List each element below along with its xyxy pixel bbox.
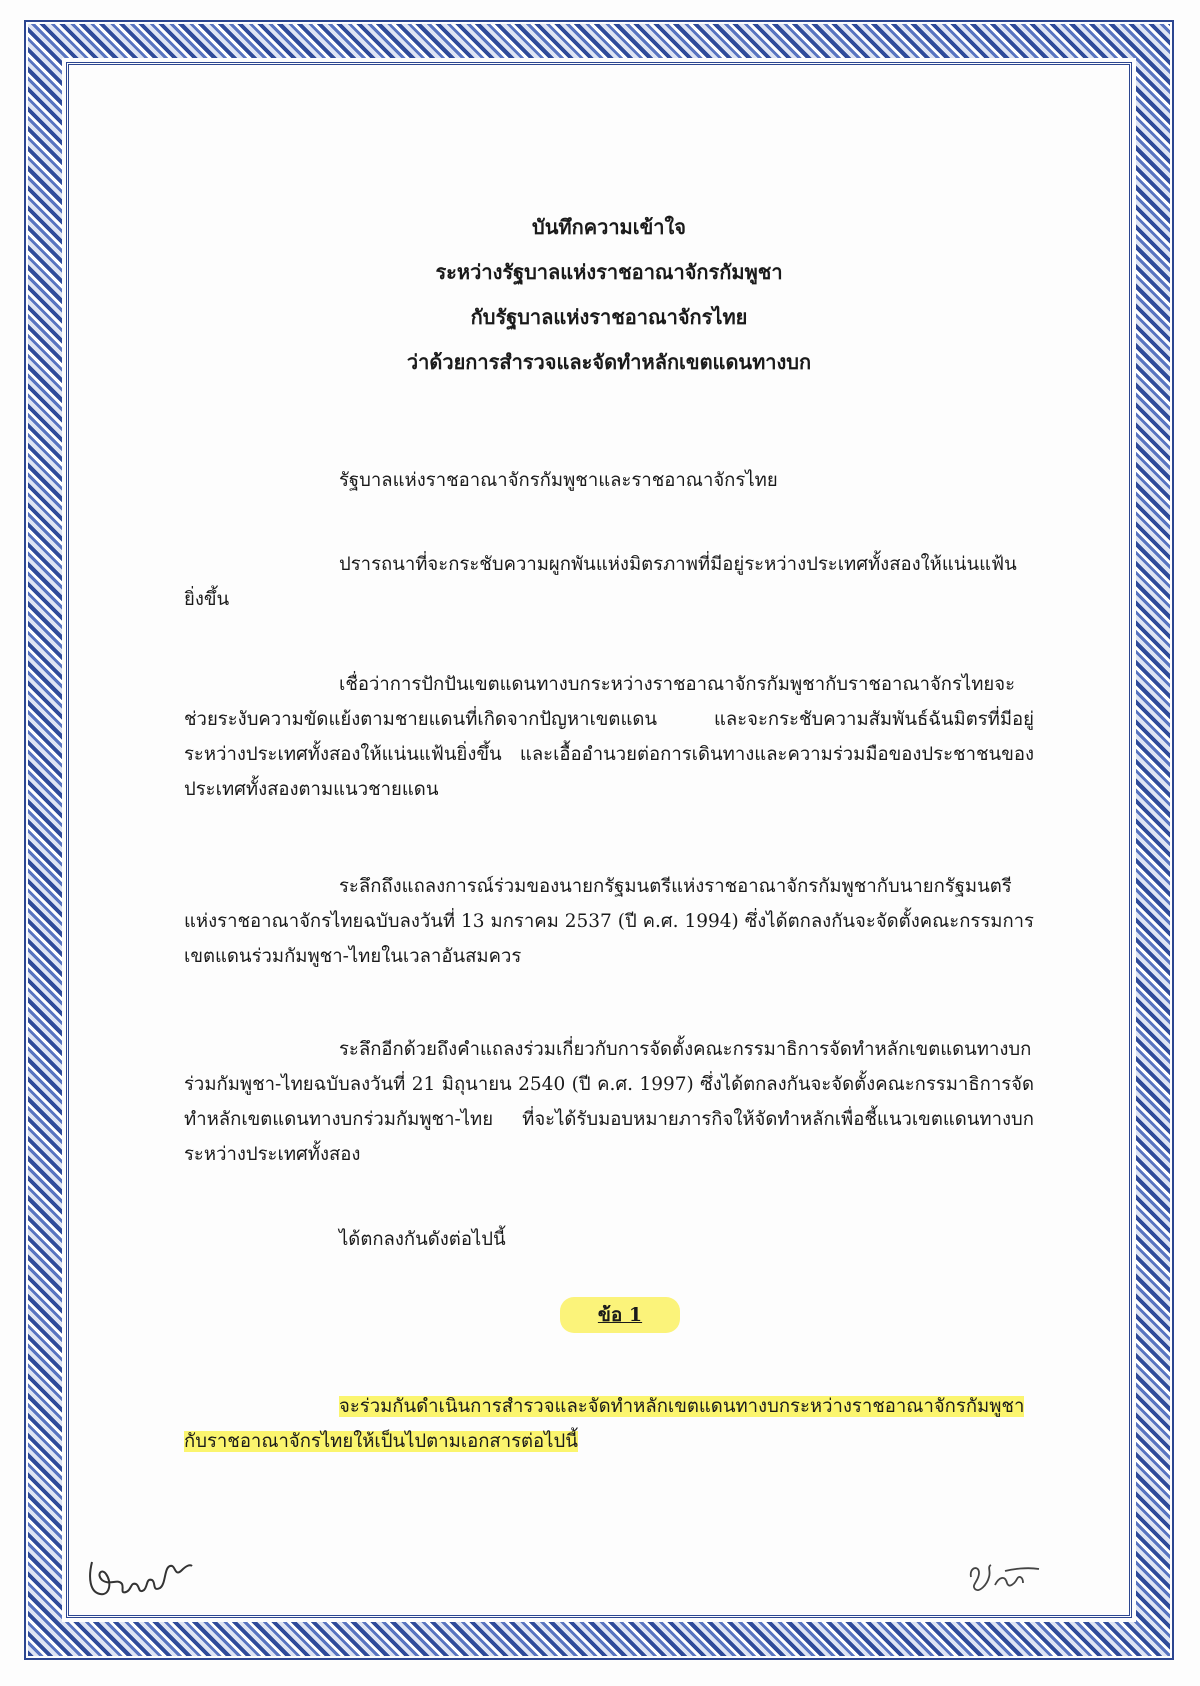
parties-paragraph: รัฐบาลแห่งราชอาณาจักรกัมพูชาและราชอาณาจักรไทย xyxy=(339,470,778,491)
agreed-statement: ได้ตกลงกันดังต่อไปนี้ xyxy=(339,1229,506,1250)
preamble-paragraph-4: ระลึกอีกด้วยถึงคำแถลงร่วมเกี่ยวกับการจัดตั้งคณะกรรมาธิการจัดทำหลักเขตแดนทางบกร่วมกัมพูชา-ไทยฉบับลงวันที่ 21 มิถุนายน 2540 (ปี ค.ศ. 1997) ซึ่งได้ตกลงกันจะจัดตั้งคณะกรรมาธิการจัดทำหลักเขตแดนทางบกร่วมกัมพูชา-ไทย ที่จะได้รับมอบหมายภารกิจให้จัดทำหลักเพื่อชี้แนวเขตแดนทางบกระหว่างประเทศทั้งสอง xyxy=(184,1039,1034,1165)
handwritten-signature-icon xyxy=(86,1548,196,1604)
clause-1-heading: ข้อ 1 xyxy=(560,1297,680,1333)
title-line-2: ระหว่างรัฐบาลแห่งราชอาณาจักรกัมพูชา xyxy=(435,260,783,284)
title-line-1: บันทึกความเข้าใจ xyxy=(532,215,686,239)
preamble-paragraph-3: ระลึกถึงแถลงการณ์ร่วมของนายกรัฐมนตรีแห่งราชอาณาจักรกัมพูชากับนายกรัฐมนตรีแห่งราชอาณาจักรไทยฉบับลงวันที่ 13 มกราคม 2537 (ปี ค.ศ. 1994) ซึ่งได้ตกลงกันจะจัดตั้งคณะกรรมการเขตแดนร่วมกัมพูชา-ไทยในเวลาอันสมควร xyxy=(184,876,1034,967)
preamble-paragraph-2: เชื่อว่าการปักปันเขตแดนทางบกระหว่างราชอาณาจักรกัมพูชากับราชอาณาจักรไทยจะช่วยระงับความขัดแย้งตามชายแดนที่เกิดจากปัญหาเขตแดน และจะกระชับความสัมพันธ์ฉันมิตรที่มีอยู่ระหว่างประเทศทั้งสองให้แน่นแฟ้นยิ่งขึ้น และเอื้ออำนวยต่อการเดินทางและความร่วมมือของประชาชนของประเทศทั้งสองตามแนวชายแดน xyxy=(184,674,1034,800)
clause-1-text-wrapper xyxy=(184,1389,1034,1459)
title-line-4: ว่าด้วยการสำรวจและจัดทำหลักเขตแดนทางบก xyxy=(406,350,812,374)
preamble-paragraph-1: ปรารถนาที่จะกระชับความผูกพันแห่งมิตรภาพที่มีอยู่ระหว่างประเทศทั้งสองให้แน่นแฟ้นยิ่งขึ้น xyxy=(184,554,1017,610)
clause-1-text: จะร่วมกันดำเนินการสำรวจและจัดทำหลักเขตแดนทางบกระหว่างราชอาณาจักรกัมพูชากับราชอาณาจักรไทยให้เป็นไปตามเอกสารต่อไปนี้ xyxy=(184,1396,1025,1452)
title-block xyxy=(184,205,1034,385)
title-line-3: กับรัฐบาลแห่งราชอาณาจักรไทย xyxy=(470,305,748,329)
handwritten-initials-icon xyxy=(965,1555,1045,1599)
